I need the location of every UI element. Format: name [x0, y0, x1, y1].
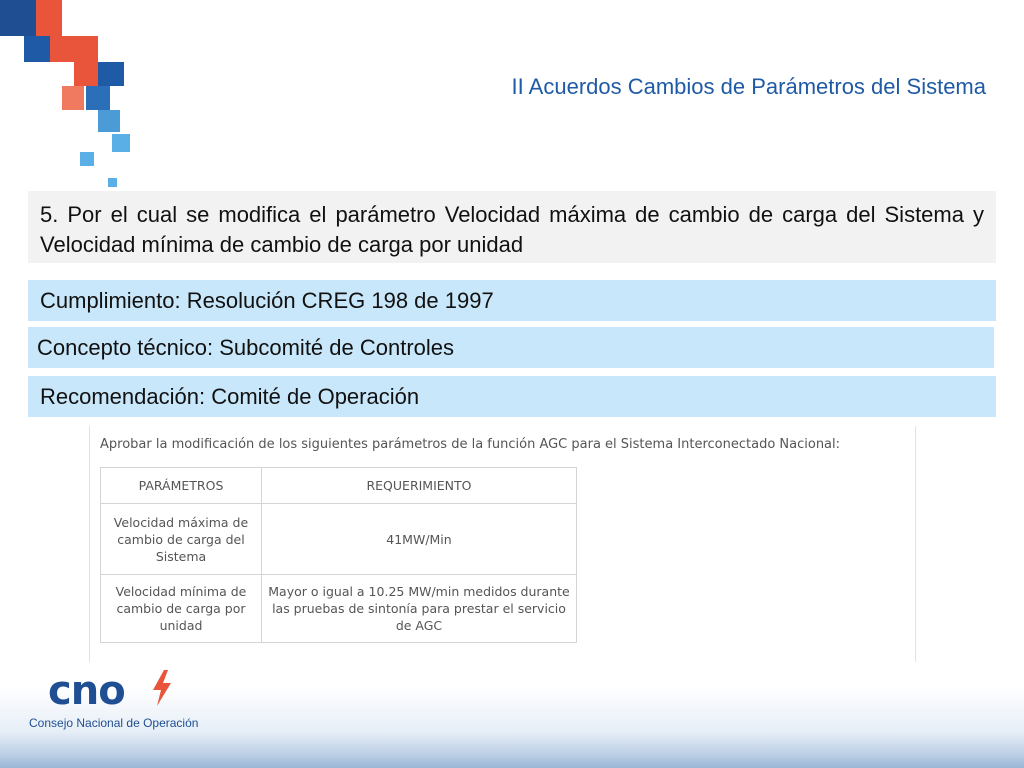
cumplimiento-box: Cumplimiento: Resolución CREG 198 de 1997 [28, 280, 996, 321]
slide-title: II Acuerdos Cambios de Parámetros del Sistema [511, 74, 986, 99]
table-header-row [101, 468, 577, 504]
concepto-tecnico-box: Concepto técnico: Subcomité de Controles [28, 327, 994, 368]
lightning-bolt-icon [150, 670, 174, 706]
logo-subtitle: Consejo Nacional de Operación [29, 716, 199, 730]
document-excerpt [89, 426, 916, 662]
recomendacion-box: Recomendación: Comité de Operación [28, 376, 996, 417]
table-cell-requirement: 41MW/Min [262, 504, 577, 575]
table-header-cell: PARÁMETROS [101, 468, 262, 504]
table-cell-parameter: Velocidad máxima de cambio de carga del Sistema [101, 504, 262, 575]
table-row [101, 504, 577, 575]
table-row [101, 575, 577, 643]
table-cell-requirement: Mayor o igual a 10.25 MW/min medidos durante las pruebas de sintonía para prestar el servicio de AGC [262, 575, 577, 643]
table-cell-parameter: Velocidad mínima de cambio de carga por unidad [101, 575, 262, 643]
table-header-cell: REQUERIMIENTO [262, 468, 577, 504]
parameters-table [100, 467, 577, 643]
document-intro: Aprobar la modificación de los siguientes parámetros de la función AGC para el Sistema Interconectado Nacional: [100, 437, 841, 452]
agreement-heading: 5. Por el cual se modifica el parámetro Velocidad máxima de cambio de carga del Sistema y Velocidad mínima de cambio de carga por unidad [28, 191, 996, 263]
cno-logo: cno [48, 668, 125, 714]
